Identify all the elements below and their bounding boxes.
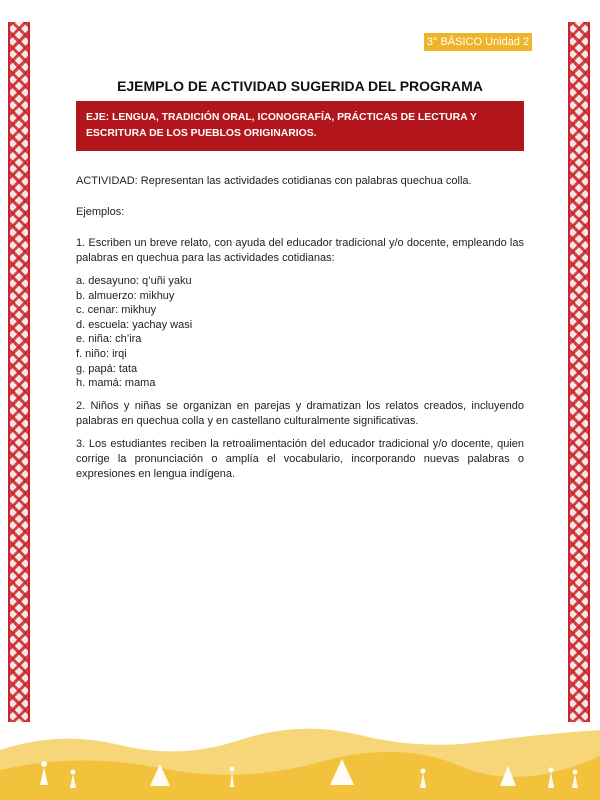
landscape-illustration <box>0 690 600 800</box>
activity-content <box>76 174 524 482</box>
vocab-item: g. papá: tata <box>76 362 138 375</box>
step-1-text: 1. Escriben un breve relato, con ayuda del educador tradicional y/o docente, empleando las palabras en quechua para las actividades cotidianas: <box>76 237 524 264</box>
left-decorative-band <box>8 22 30 722</box>
examples-label: Ejemplos: <box>76 206 125 218</box>
step-3-text: 3. Los estudiantes reciben la retroalimentación del educador tradicional y/o docente, quien corrige la pronunciación o amplía el vocabulario, incorporando nuevas palabras o expresiones en lengua indígena. <box>76 437 524 480</box>
page-title: EJEMPLO DE ACTIVIDAD SUGERIDA DEL PROGRAMA <box>117 78 483 94</box>
vocab-item: e. niña: ch’ira <box>76 333 142 346</box>
eje-banner: EJE: LENGUA, TRADICIÓN ORAL, ICONOGRAFÍA, PRÁCTICAS DE LECTURA Y ESCRITURA DE LOS PUEBLOS ORIGINARIOS. <box>76 101 524 151</box>
vocab-item: a. desayuno: q’uñi yaku <box>76 275 192 287</box>
vocab-item: b. almuerzo: mikhuy <box>76 289 175 302</box>
vocab-item: d. escuela: yachay wasi <box>76 318 193 331</box>
step-2-text: 2. Niños y niñas se organizan en parejas y dramatizan los relatos creados, incluyendo palabras en quechua colla y en castellano culturalmente significativas. <box>76 399 524 427</box>
vocab-item: h. mamá: mama <box>76 377 156 390</box>
vocab-item: f. niño: irqi <box>76 347 127 360</box>
activity-text: ACTIVIDAD: Representan las actividades cotidianas con palabras quechua colla. <box>76 175 472 187</box>
right-decorative-band <box>568 22 590 722</box>
unit-tag: 3° BÁSICO Unidad 2 <box>424 33 532 51</box>
vocab-item: c. cenar: mikhuy <box>76 304 157 317</box>
vocabulary-list <box>76 274 524 391</box>
